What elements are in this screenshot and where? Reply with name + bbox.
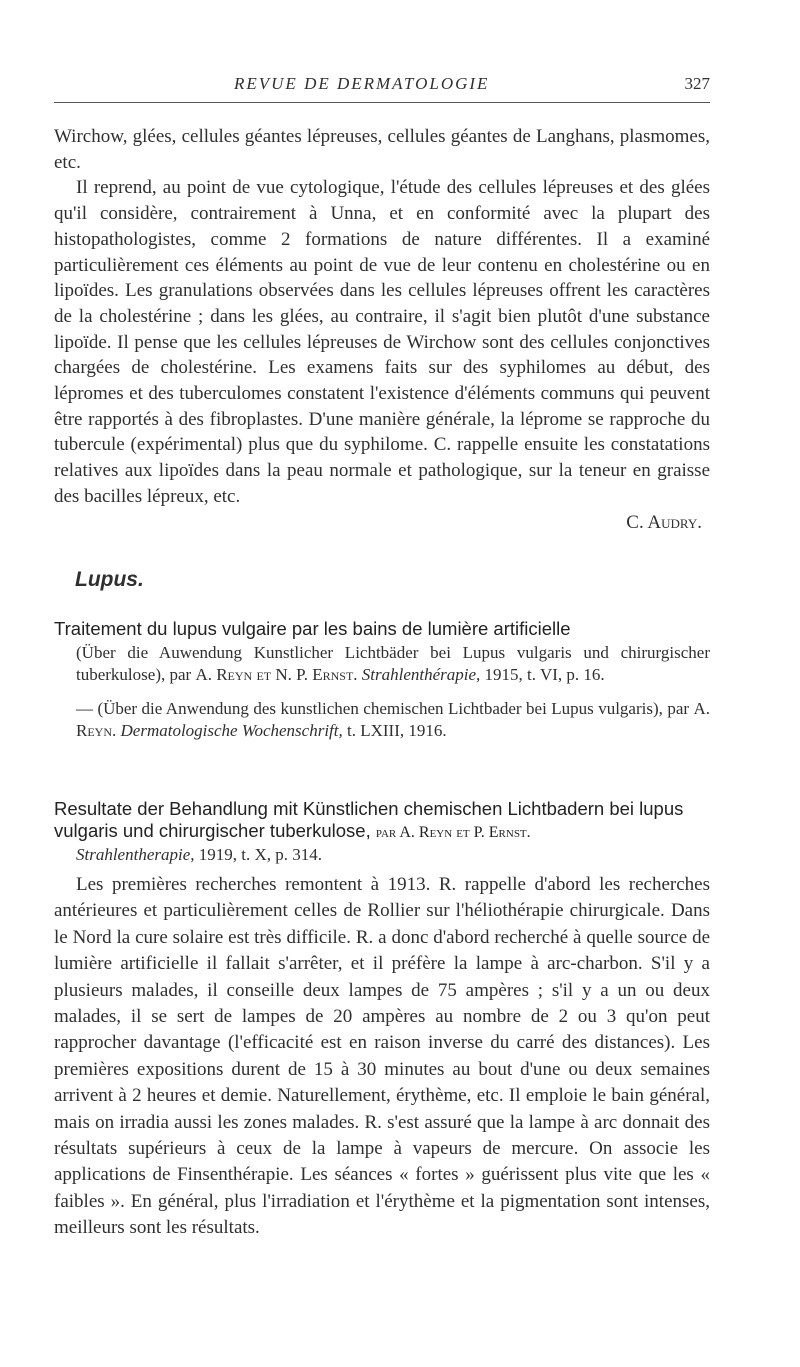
entry-reference xyxy=(54,844,710,866)
paragraph-cytology: Il reprend, au point de vue cytologique, l'étude des cellules lépreuses et des glées qu'il considère, contrairement à Unna, et en conformité avec la plupart des histopathologistes, comme 2 formations de nature différentes. Il a examiné particulièrement ces éléments au point de vue de leur contenu en cholestérine ou en lipoïdes. Les granulations observées dans les cellules lépreuses offrent les caractères de la cholestérine ; dans les glées, au contraire, il s'agit bien plutôt d'une substance lipoïde. Il pense que les cellules lépreuses de Wirchow sont des cellules conjonctives chargées de cholestérine. Les examens faits sur des syphilomes au début, des lépromes et des tuberculomes constatent l'existence d'éléments communs qui peuvent être rapportés à des fibroplastes. D'une manière générale, la léprome se rapproche du tubercule (expérimental) plus que du syphilome. C. rappelle ensuite les constatations relatives aux lipoïdes dans la peau normale et pathologique, sur la teneur en graisse des bacilles lépreux, etc. xyxy=(54,177,710,507)
reference-author: par A. Reyn et P. Ernst. xyxy=(375,824,531,841)
reference-text: (Über die Auwendung Kunstlicher Lichtbäder bei Lupus vulgaris und chirurgischer tuberkulose), par xyxy=(76,643,710,684)
paragraph-lupus-treatment: Les premières recherches remontent à 1913. R. rappelle d'abord les recherches antérieures et particulièrement celles de Rollier sur l'héliothérapie chirurgicale. Dans le Nord la cure solaire est très difficile. R. a donc d'abord recherché à quelle source de lumière artificielle il fallait s'arrêter, et il préfère la lampe à arc-charbon. S'il y a plusieurs malades, il conseille deux lampes de 75 ampères ; s'il y a un ou deux malades, il se sert de lampes de 20 ampères au nombre de 2 ou 3 qu'on peut rapprocher davantage (l'efficacité est en raison inverse du carré des distances). Les premières expositions durent de 15 à 30 minutes au bout d'une ou deux semaines arrivent à 2 heures et demie. Naturellement, érythème, etc. Il emploie le bain général, mais on irradia aussi les zones malades. R. s'est assuré que la lampe à arc donnait des résultats supérieurs à ceux de la lampe à vapeurs de mercure. On associe les applications de Finsenthérapie. Les séances « fortes » guérissent plus vite que les « faibles ». En général, plus l'irradiation et l'érythème et la pigmentation sont intenses, meilleurs sont les résultats. xyxy=(54,874,710,1239)
entry-title-text: Resultate der Behandlung mit Künstlichen chemischen Lichtbadern bei lupus vulgaris und chirurgischer tuberkulose, xyxy=(54,798,684,841)
reference-2-wrapper xyxy=(54,698,710,742)
bibliography-entry-1 xyxy=(54,618,710,742)
entry-reference-2 xyxy=(54,698,710,742)
bottom-text-block xyxy=(54,872,710,1242)
entry-reference xyxy=(54,642,710,686)
reference-text: — (Über die Anwendung des kunstlichen chemischen Lichtbader bei Lupus vulgaris), par xyxy=(76,699,690,718)
entry-title xyxy=(54,798,710,844)
running-title: REVUE DE DERMATOLOGIE xyxy=(234,74,490,93)
page-number: 327 xyxy=(684,74,710,93)
author-signature: C. Audry. xyxy=(626,511,702,533)
entry-title: Traitement du lupus vulgaire par les bains de lumière artificielle xyxy=(54,618,571,639)
reference-journal: Dermatologische Wochenschrift, xyxy=(120,721,343,740)
paragraph-continuation: Wirchow, glées, cellules géantes lépreuses, cellules géantes de Langhans, plasmomes, etc. xyxy=(54,126,710,173)
section-title: Lupus. xyxy=(75,568,144,591)
reference-author: A. Reyn et N. P. Ernst. xyxy=(195,665,358,684)
reference-journal: Strahlenthérapie, xyxy=(361,665,481,684)
reference-details: 1915, t. VI, p. 16. xyxy=(484,665,605,684)
reference-journal: Strahlentherapie, xyxy=(76,845,195,864)
reference-details: t. LXIII, 1916. xyxy=(347,721,447,740)
reference-author: A. Reyn. xyxy=(76,699,711,740)
reference-details: 1919, t. X, p. 314. xyxy=(198,845,323,864)
top-text-block xyxy=(54,124,710,535)
bibliography-entry-2 xyxy=(54,798,710,866)
page-header xyxy=(54,72,710,103)
